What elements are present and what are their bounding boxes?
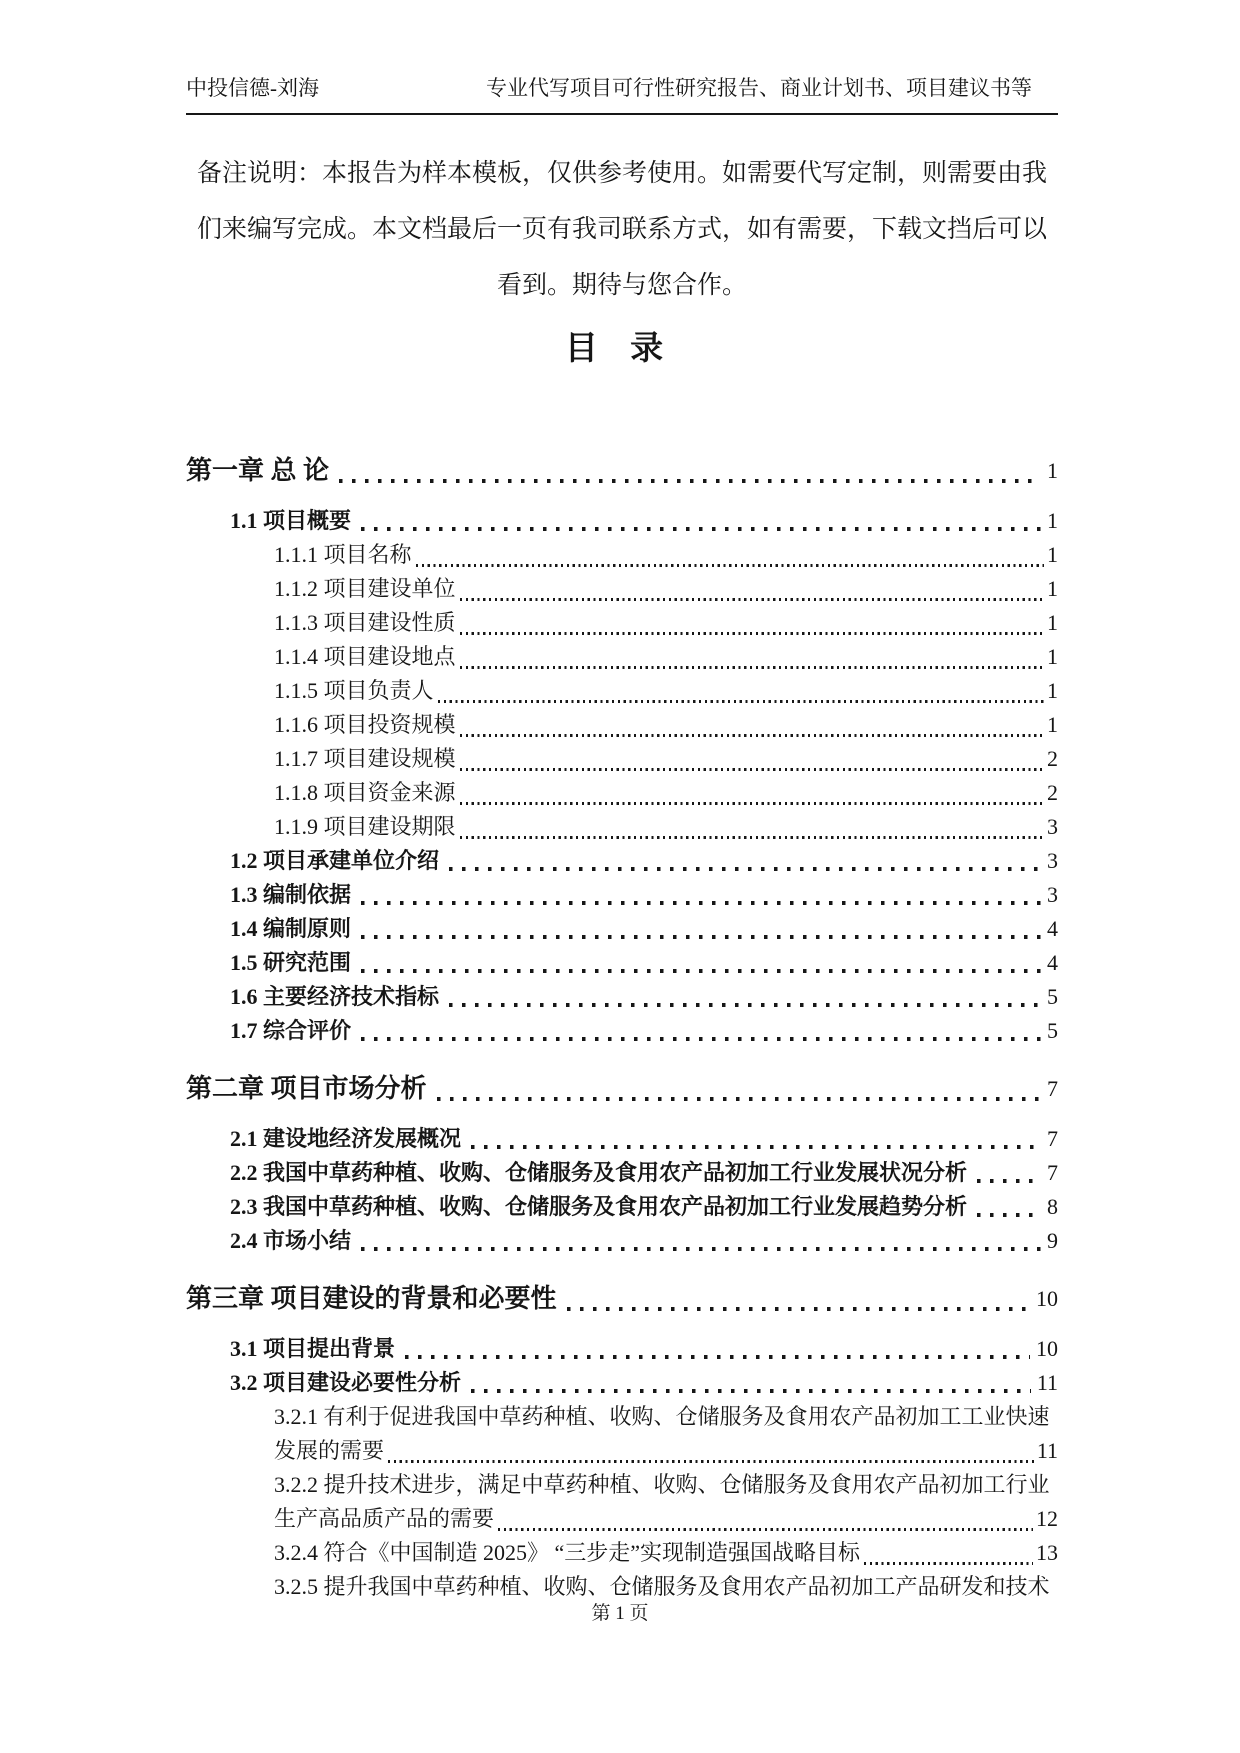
toc-entry[interactable] — [186, 776, 1058, 810]
toc-entry-text: 1.3 编制依据 — [230, 882, 352, 907]
toc-entry[interactable] — [186, 1014, 1058, 1048]
header-company-name: 中投信德-刘海 — [186, 76, 319, 100]
toc-page-number: 3 — [1047, 848, 1058, 873]
toc-entry[interactable] — [186, 538, 1058, 572]
toc-entry-text: 第二章 项目市场分析 — [186, 1074, 427, 1103]
dotted-leader — [460, 632, 1044, 635]
dotted-leader — [460, 598, 1044, 601]
dotted-leader — [405, 1355, 1030, 1359]
toc-entry-text: 3.2.2 提升技术进步，满足中草药种植、收购、仓储服务及食用农产品初加工行业 — [274, 1472, 1050, 1497]
dotted-leader — [339, 479, 1041, 483]
toc-page-number: 2 — [1047, 746, 1058, 771]
toc-page-number: 11 — [1036, 1438, 1058, 1463]
dotted-leader — [460, 768, 1044, 771]
toc-page-number: 8 — [1047, 1194, 1058, 1219]
toc-entry-text: 1.1.1 项目名称 — [274, 542, 412, 567]
dotted-leader — [460, 734, 1044, 737]
toc-page-number: 1 — [1047, 542, 1058, 567]
toc-entry-text: 1.1.4 项目建设地点 — [274, 644, 456, 669]
toc-entry-text: 第一章 总 论 — [186, 456, 330, 485]
toc-entry[interactable] — [186, 1332, 1058, 1366]
dotted-leader — [388, 1460, 1034, 1463]
toc-entry-text: 1.1.8 项目资金来源 — [274, 780, 456, 805]
toc-entry-text: 1.1.2 项目建设单位 — [274, 576, 456, 601]
toc-entry-text: 1.4 编制原则 — [230, 916, 352, 941]
toc-entry-text: 第三章 项目建设的背景和必要性 — [186, 1284, 557, 1313]
toc-page-number: 1 — [1047, 678, 1058, 703]
dotted-leader — [460, 666, 1044, 669]
toc-entry-text: 生产高品质产品的需要 — [274, 1506, 495, 1531]
toc-entry-text: 2.3 我国中草药种植、收购、仓储服务及食用农产品初加工行业发展趋势分析 — [230, 1194, 968, 1219]
toc-entry-text: 1.2 项目承建单位介绍 — [230, 848, 440, 873]
header-tagline: 专业代写项目可行性研究报告、商业计划书、项目建议书等 — [486, 76, 1032, 100]
toc-entry[interactable] — [186, 674, 1058, 708]
toc-page-number: 5 — [1047, 984, 1058, 1009]
toc-entry[interactable] — [186, 946, 1058, 980]
toc-page-number: 1 — [1047, 508, 1058, 533]
dotted-leader — [361, 969, 1041, 973]
toc-page-number: 1 — [1047, 576, 1058, 601]
toc-entry[interactable] — [186, 878, 1058, 912]
dotted-leader — [460, 836, 1044, 839]
toc-page-number: 1 — [1047, 644, 1058, 669]
toc-entry-text: 1.7 综合评价 — [230, 1018, 352, 1043]
dotted-leader — [471, 1389, 1031, 1393]
toc-entry[interactable] — [186, 912, 1058, 946]
toc-entry[interactable] — [186, 742, 1058, 776]
toc-entry-text: 2.2 我国中草药种植、收购、仓储服务及食用农产品初加工行业发展状况分析 — [230, 1160, 968, 1185]
notice-line: 们来编写完成。本文档最后一页有我司联系方式，如有需要，下载文挡后可以 — [196, 216, 1047, 243]
toc-entry[interactable] — [186, 980, 1058, 1014]
toc-entry[interactable] — [186, 1190, 1058, 1224]
toc-page-number: 9 — [1047, 1228, 1058, 1253]
dotted-leader — [361, 1247, 1041, 1251]
toc-page-number: 5 — [1047, 1018, 1058, 1043]
toc-page-number: 1 — [1047, 610, 1058, 635]
notice-line: 看到。期待与您合作。 — [496, 272, 747, 299]
dotted-leader — [471, 1145, 1041, 1149]
toc-page-number: 4 — [1047, 916, 1058, 941]
toc-entry[interactable] — [186, 452, 1058, 490]
toc-page-number: 12 — [1036, 1506, 1058, 1531]
dotted-leader — [361, 527, 1041, 531]
toc-page-number: 7 — [1047, 1126, 1058, 1151]
toc-entry[interactable] — [186, 810, 1058, 844]
toc-entry[interactable] — [186, 1434, 1058, 1468]
toc-list — [186, 430, 1058, 1604]
document-header — [186, 72, 1058, 115]
toc-entry-text: 1.5 研究范围 — [230, 950, 352, 975]
toc-entry-text: 发展的需要 — [274, 1438, 385, 1463]
dotted-leader — [460, 802, 1044, 805]
notice-line: 备注说明：本报告为样本模板，仅供参考使用。如需要代写定制，则需要由我 — [196, 160, 1047, 187]
dotted-leader — [977, 1179, 1041, 1183]
toc-entry-text: 1.1.3 项目建设性质 — [274, 610, 456, 635]
toc-entry-text: 3.2.4 符合《中国制造 2025》 “三步走”实现制造强国战略目标 — [274, 1540, 861, 1565]
toc-entry[interactable] — [186, 640, 1058, 674]
toc-entry-text: 1.6 主要经济技术指标 — [230, 984, 440, 1009]
dotted-leader — [361, 935, 1041, 939]
dotted-leader — [416, 564, 1044, 567]
toc-entry-text: 2.4 市场小结 — [230, 1228, 352, 1253]
dotted-leader — [977, 1213, 1041, 1217]
toc-page-number: 10 — [1036, 1336, 1058, 1361]
toc-page-number: 1 — [1047, 458, 1058, 483]
toc-page-number: 7 — [1047, 1076, 1058, 1101]
toc-entry-text: 1.1.5 项目负责人 — [274, 678, 434, 703]
toc-entry-text: 1.1.9 项目建设期限 — [274, 814, 456, 839]
dotted-leader — [437, 1097, 1041, 1101]
toc-page-number: 4 — [1047, 950, 1058, 975]
toc-entry[interactable] — [186, 1280, 1058, 1318]
toc-page-number: 2 — [1047, 780, 1058, 805]
dotted-leader — [438, 700, 1044, 703]
toc-page-number: 10 — [1036, 1286, 1058, 1311]
toc-page-number: 1 — [1047, 712, 1058, 737]
toc-entry-text: 3.2 项目建设必要性分析 — [230, 1370, 462, 1395]
toc-entry-text: 3.1 项目提出背景 — [230, 1336, 396, 1361]
toc-page-number: 3 — [1047, 814, 1058, 839]
toc-entry[interactable] — [186, 504, 1058, 538]
toc-entry[interactable] — [186, 1468, 1058, 1502]
dotted-leader — [449, 867, 1041, 871]
notice-paragraph — [186, 146, 1058, 314]
dotted-leader — [361, 1037, 1041, 1041]
toc-entry[interactable] — [186, 1502, 1058, 1536]
toc-page-number: 11 — [1036, 1370, 1058, 1395]
toc-entry[interactable] — [186, 708, 1058, 742]
dotted-leader — [567, 1307, 1030, 1311]
dotted-leader — [498, 1528, 1033, 1531]
toc-entry[interactable] — [186, 1070, 1058, 1108]
toc-entry[interactable] — [186, 1224, 1058, 1258]
toc-entry-text: 1.1 项目概要 — [230, 508, 352, 533]
toc-page-number: 7 — [1047, 1160, 1058, 1185]
toc-entry[interactable] — [186, 1536, 1058, 1570]
toc-entry-text: 1.1.7 项目建设规模 — [274, 746, 456, 771]
toc-entry-text: 1.1.6 项目投资规模 — [274, 712, 456, 737]
toc-entry[interactable] — [186, 572, 1058, 606]
toc-entry[interactable] — [186, 844, 1058, 878]
toc-entry[interactable] — [186, 1366, 1058, 1400]
footer-page-number: 第 1 页 — [591, 1603, 649, 1624]
toc-page-number: 13 — [1036, 1540, 1058, 1565]
toc-entry-text: 3.2.5 提升我国中草药种植、收购、仓储服务及食用农产品初加工产品研发和技术 — [274, 1574, 1050, 1599]
toc-title: 目 录 — [564, 331, 676, 367]
dotted-leader — [361, 901, 1041, 905]
dotted-leader — [864, 1562, 1033, 1565]
toc-entry[interactable] — [186, 1400, 1058, 1434]
toc-page-number: 3 — [1047, 882, 1058, 907]
toc-entry[interactable] — [186, 1122, 1058, 1156]
toc-entry-text: 3.2.1 有利于促进我国中草药种植、收购、仓储服务及食用农产品初加工工业快速 — [274, 1404, 1050, 1429]
toc-entry-text: 2.1 建设地经济发展概况 — [230, 1126, 462, 1151]
toc-entry[interactable] — [186, 606, 1058, 640]
dotted-leader — [449, 1003, 1041, 1007]
toc-entry[interactable] — [186, 1156, 1058, 1190]
